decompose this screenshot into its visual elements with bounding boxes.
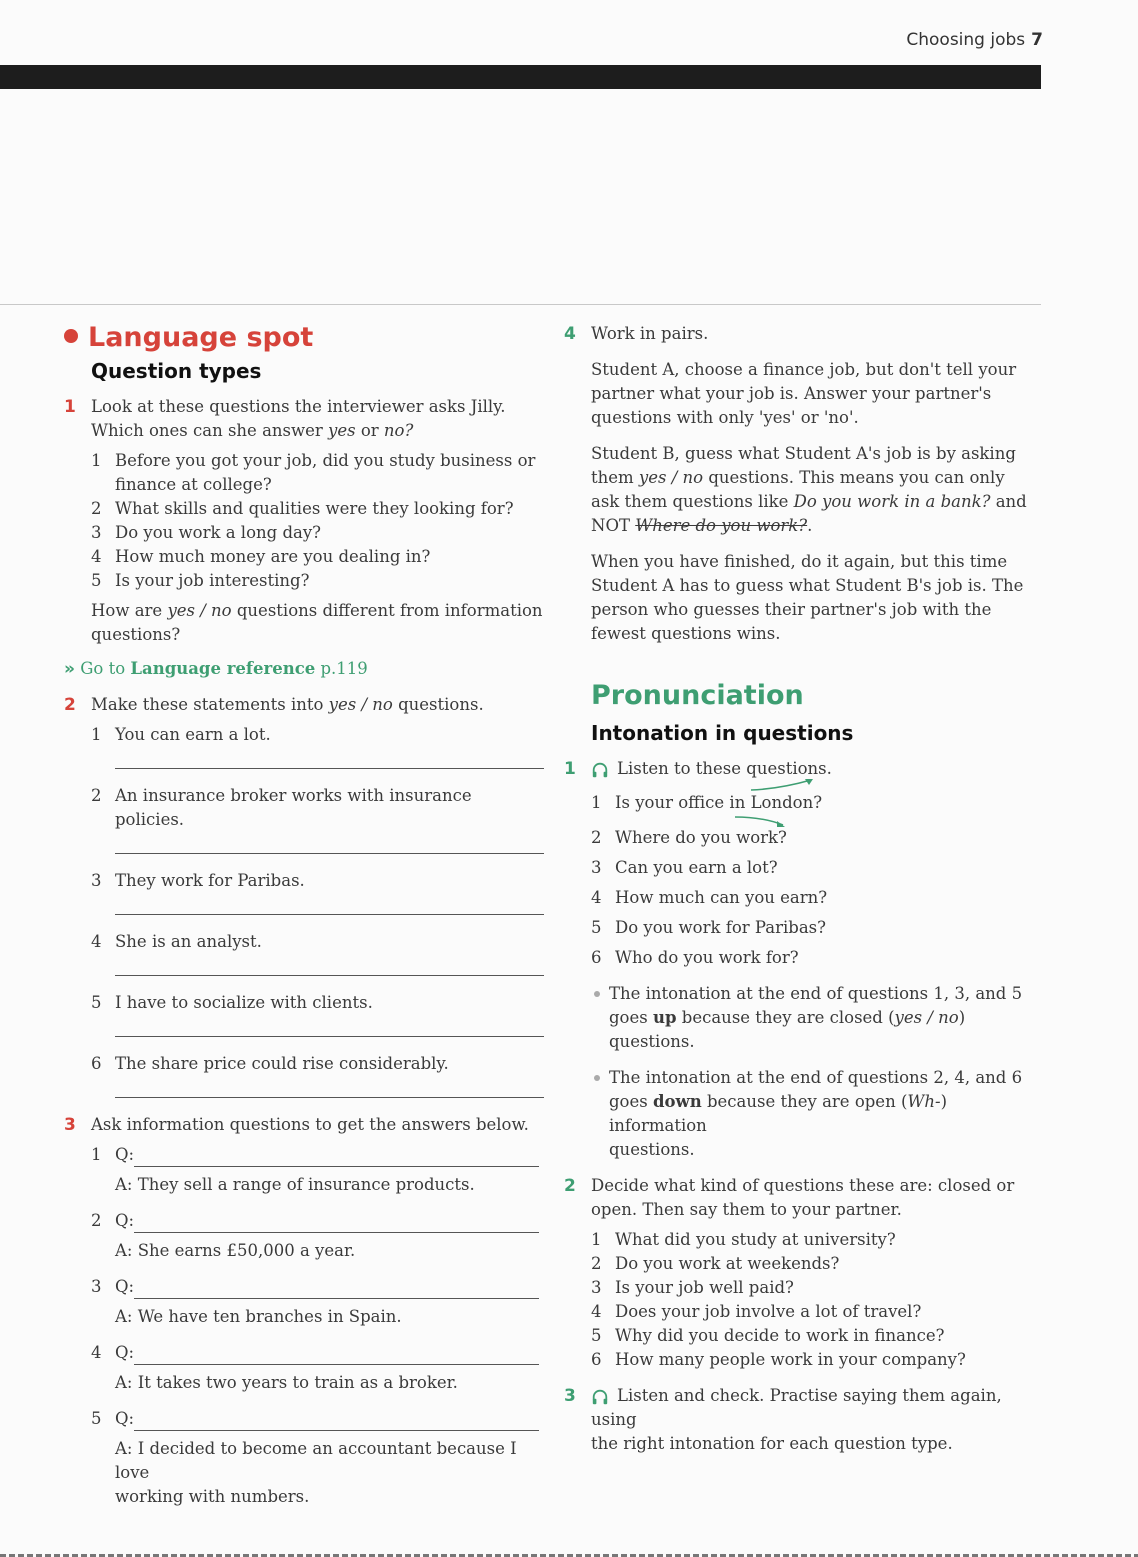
- list-item: 6 How many people work in your company?: [591, 1350, 966, 1369]
- pronunciation-heading: Pronunciation: [591, 680, 804, 711]
- question-input-line[interactable]: [134, 1282, 539, 1299]
- exercise-number: 4: [564, 324, 576, 344]
- list-item: 5 Why did you decide to work in finance?: [591, 1326, 945, 1345]
- paragraph: When you have finished, do it again, but this time Student A has to guess what Student B's job is. The person who guesses their partner's job with the fewest questions wins.: [591, 552, 1024, 643]
- list-item: 1 You can earn a lot.: [91, 725, 271, 744]
- answer-text: A: It takes two years to train as a broker.: [115, 1373, 458, 1392]
- list-item: 2 Where do you work?: [591, 826, 1044, 850]
- list-item: 2 Q:: [91, 1209, 544, 1233]
- pronunciation-exercise-1: [564, 757, 1044, 1162]
- list-item: 4 How much money are you dealing in?: [91, 547, 431, 566]
- question-types-subheading: Question types: [91, 359, 262, 383]
- answer-line[interactable]: [115, 852, 544, 854]
- list-item: 5 Q:: [91, 1407, 544, 1431]
- list-item: 2 Do you work at weekends?: [591, 1254, 840, 1273]
- list-item: 6 The share price could rise considerably.: [91, 1054, 449, 1073]
- right-column: [564, 322, 1044, 1456]
- intonation-subheading: Intonation in questions: [591, 721, 854, 745]
- list-item: 3 Q:: [91, 1275, 544, 1299]
- exercise-instruction: Decide what kind of questions these are: closed or open. Then say them to your partner.: [591, 1176, 1015, 1219]
- exercise-1: [64, 395, 544, 647]
- exercise-number: 1: [564, 759, 576, 779]
- page-header: [906, 30, 1043, 50]
- answer-text: A: I decided to become an accountant because I love working with numbers.: [115, 1439, 517, 1506]
- double-chevron-icon: »: [64, 659, 75, 679]
- question-input-line[interactable]: [134, 1348, 539, 1365]
- list-item: 4 Does your job involve a lot of travel?: [591, 1302, 922, 1321]
- exercise-3: [64, 1113, 544, 1509]
- question-input-line[interactable]: [134, 1150, 539, 1167]
- list-item: 4 How much can you earn?: [591, 888, 828, 907]
- exercise-number: 2: [564, 1176, 576, 1196]
- answer-text: A: She earns £50,000 a year.: [115, 1241, 356, 1260]
- list-item: 4 Q:: [91, 1341, 544, 1365]
- list-item: 3 Can you earn a lot?: [591, 858, 778, 877]
- list-item: 2 An insurance broker works with insurance policies.: [91, 786, 472, 829]
- exercise-instruction: Make these statements into yes / no questions.: [91, 695, 484, 714]
- answer-text: A: They sell a range of insurance products.: [115, 1175, 475, 1194]
- list-item: 3 Is your job well paid?: [591, 1278, 794, 1297]
- question-input-line[interactable]: [134, 1414, 539, 1431]
- page-number: 7: [1031, 30, 1043, 50]
- answer-line[interactable]: [115, 1096, 544, 1098]
- top-bar: [0, 65, 1041, 89]
- language-spot-column: [64, 322, 544, 1509]
- list-item: 5 Is your job interesting?: [91, 571, 310, 590]
- bullet-dot-icon: [64, 329, 78, 343]
- list-item: 3 They work for Paribas.: [91, 871, 305, 890]
- list-item: 1 Before you got your job, did you study business or finance at college?: [91, 451, 536, 494]
- header-title: Choosing jobs: [906, 30, 1026, 50]
- list-item: 5 I have to socialize with clients.: [91, 993, 373, 1012]
- list-item: 1 What did you study at university?: [591, 1230, 896, 1249]
- exercise-number: 2: [64, 695, 76, 715]
- paragraph: Student A, choose a finance job, but don't tell your partner what your job is. Answer your partner's questions with only 'yes' or 'no'.: [591, 360, 1017, 427]
- list-item: 1 Q:: [91, 1143, 544, 1167]
- exercise-instruction: Listen and check. Practise saying them again, using the right intonation for each question type.: [591, 1386, 1002, 1453]
- pronunciation-exercise-2: [564, 1174, 1044, 1372]
- list-item: 3 Do you work a long day?: [91, 523, 322, 542]
- exercise-number: 3: [564, 1386, 576, 1406]
- intonation-note-up: The intonation at the end of questions 1, 3, and 5 goes up because they are closed (yes / no) questions.: [591, 982, 1044, 1054]
- exercise-instruction: Work in pairs.: [591, 324, 709, 343]
- exercise-4: [564, 322, 1044, 646]
- list-item: 1 Is your office in London?: [591, 791, 1044, 815]
- headphones-icon[interactable]: [591, 761, 609, 779]
- falling-intonation-arrow-icon: [733, 814, 789, 830]
- list-item: 2 What skills and qualities were they looking for?: [91, 499, 514, 518]
- list-item: 4 She is an analyst.: [91, 932, 262, 951]
- exercise-instruction: Ask information questions to get the answers below.: [91, 1115, 529, 1134]
- language-reference-link[interactable]: » Go to Language reference p.119: [64, 659, 368, 679]
- answer-line[interactable]: [115, 767, 544, 769]
- exercise-instruction: Look at these questions the interviewer asks Jilly. Which ones can she answer yes or no?: [91, 397, 506, 440]
- answer-line[interactable]: [115, 974, 544, 976]
- question-input-line[interactable]: [134, 1216, 539, 1233]
- exercise-2: [64, 693, 544, 1098]
- exercise-number: 1: [64, 397, 76, 417]
- answer-line[interactable]: [115, 913, 544, 915]
- follow-up-question: How are yes / no questions different from information questions?: [91, 601, 543, 644]
- language-spot-heading: Language spot: [64, 322, 544, 353]
- headphones-icon[interactable]: [591, 1388, 609, 1406]
- exercise-number: 3: [64, 1115, 76, 1135]
- list-item: 5 Do you work for Paribas?: [591, 918, 826, 937]
- paragraph: Student B, guess what Student A's job is by asking them yes / no questions. This means you can only ask them questions like Do you work in a bank? and NOT Where do you work?.: [591, 444, 1027, 535]
- section-divider: [0, 304, 1041, 305]
- exercise-instruction: Listen to these questions.: [591, 757, 1044, 781]
- pronunciation-exercise-3: [564, 1384, 1044, 1456]
- answer-line[interactable]: [115, 1035, 544, 1037]
- list-item: 6 Who do you work for?: [591, 948, 799, 967]
- intonation-note-down: The intonation at the end of questions 2, 4, and 6 goes down because they are open (Wh-) information questions.: [591, 1066, 1044, 1162]
- answer-text: A: We have ten branches in Spain.: [115, 1307, 402, 1326]
- rising-intonation-arrow-icon: [749, 777, 819, 793]
- question-list: [91, 449, 544, 593]
